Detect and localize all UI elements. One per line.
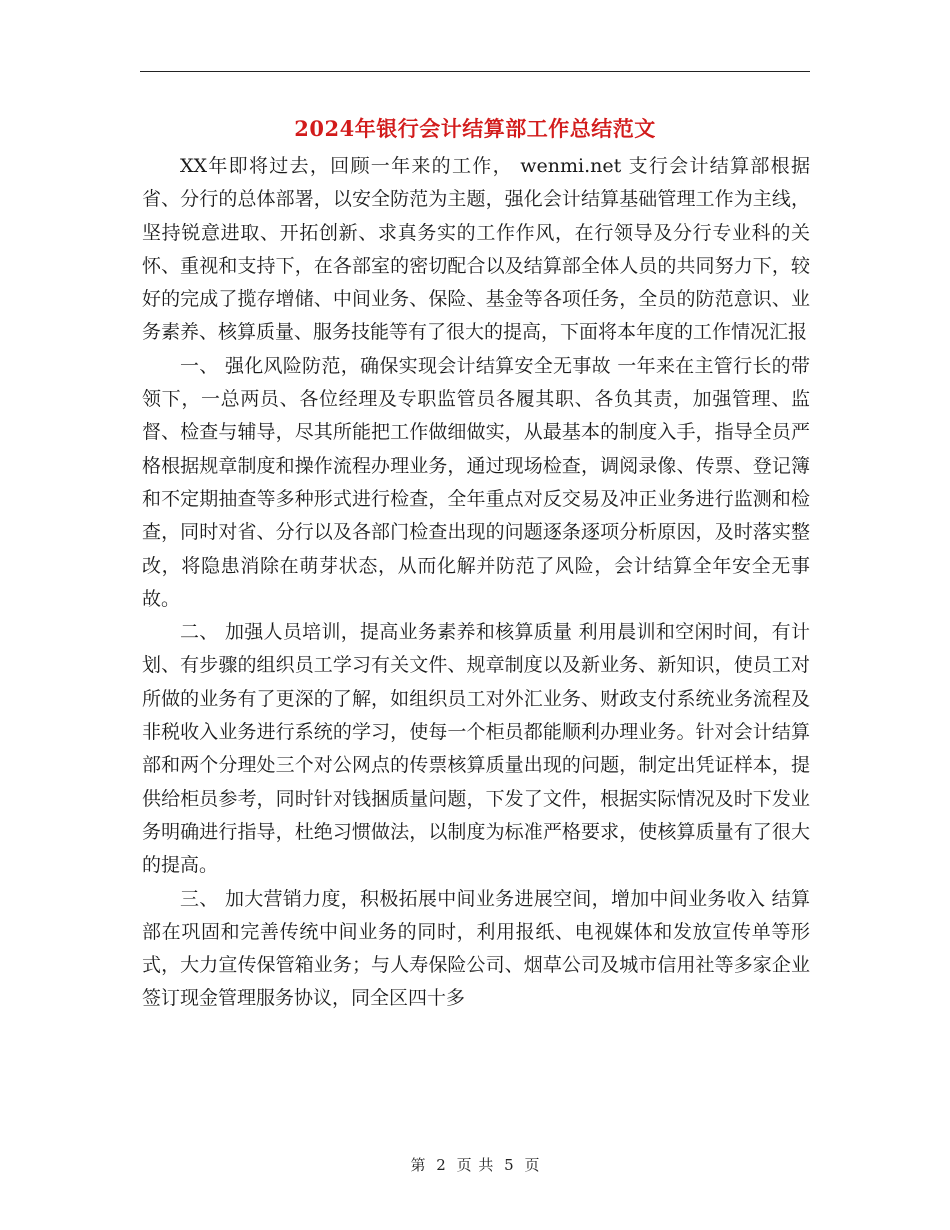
paragraph-intro: XX年即将过去，回顾一年来的工作， wenmi.net 支行会计结算部根据省、分行的总体部署，以安全防范为主题，强化会计结算基础管理工作为主线，坚持锐意进取、开拓创新、求真务实的工作作风，在行领导及分行专业科的关怀、重视和支持下，在各部室的密切配合以及结算部全体人员的共同努力下，较好的完成了揽存增储、中间业务、保险、基金等各项任务，全员的防范意识、业务素养、核算质量、服务技能等有了很大的提高，下面将本年度的工作情况汇报 (142, 155, 810, 344)
paragraph-section-2: 二、 加强人员培训，提高业务素养和核算质量 利用晨训和空闲时间，有计划、有步骤的组织员工学习有关文件、规章制度以及新业务、新知识，使员工对所做的业务有了更深的了解，如组织员工对外汇业务、财政支付系统业务流程及非税收入业务进行系统的学习，使每一个柜员都能顺利办理业务。针对会计结算部和两个分理处三个对公网点的传票核算质量出现的问题，制定出凭证样本，提供给柜员参考，同时针对钱捆质量问题，下发了文件，根据实际情况及时下发业务明确进行指导，杜绝习惯做法，以制度为标准严格要求，使核算质量有了很大的提高。 (142, 621, 810, 877)
page-footer (0, 1154, 950, 1175)
footer-middle: 页 共 (456, 1156, 494, 1174)
footer-total-pages: 5 (504, 1156, 514, 1174)
footer-current-page: 2 (436, 1156, 446, 1174)
footer-prefix: 第 (410, 1156, 426, 1174)
document-title: 2024年银行会计结算部工作总结范文 (294, 116, 656, 141)
paragraph-section-3: 三、 加大营销力度，积极拓展中间业务进展空间，增加中间业务收入 结算部在巩固和完善传统中间业务的同时，利用报纸、电视媒体和发放宣传单等形式，大力宣传保管箱业务；与人寿保险公司、烟草公司及城市信用社等多家企业签订现金管理服务协议，同全区四十多 (142, 887, 810, 1010)
document-body (142, 150, 810, 1016)
header-rule (140, 71, 810, 72)
paragraph-section-1: 一、 强化风险防范，确保实现会计结算安全无事故 一年来在主管行长的带领下，一总两员、各位经理及专职监管员各履其职、各负其责，加强管理、监督、检查与辅导，尽其所能把工作做细做实，从最基本的制度入手，指导全员严格根据规章制度和操作流程办理业务，通过现场检查，调阅录像、传票、登记簿和不定期抽查等多种形式进行检查，全年重点对反交易及冲正业务进行监测和检查，同时对省、分行以及各部门检查出现的问题逐条逐项分析原因，及时落实整改，将隐患消除在萌芽状态，从而化解并防范了风险，会计结算全年安全无事故。 (142, 354, 810, 610)
footer-suffix: 页 (524, 1156, 540, 1174)
